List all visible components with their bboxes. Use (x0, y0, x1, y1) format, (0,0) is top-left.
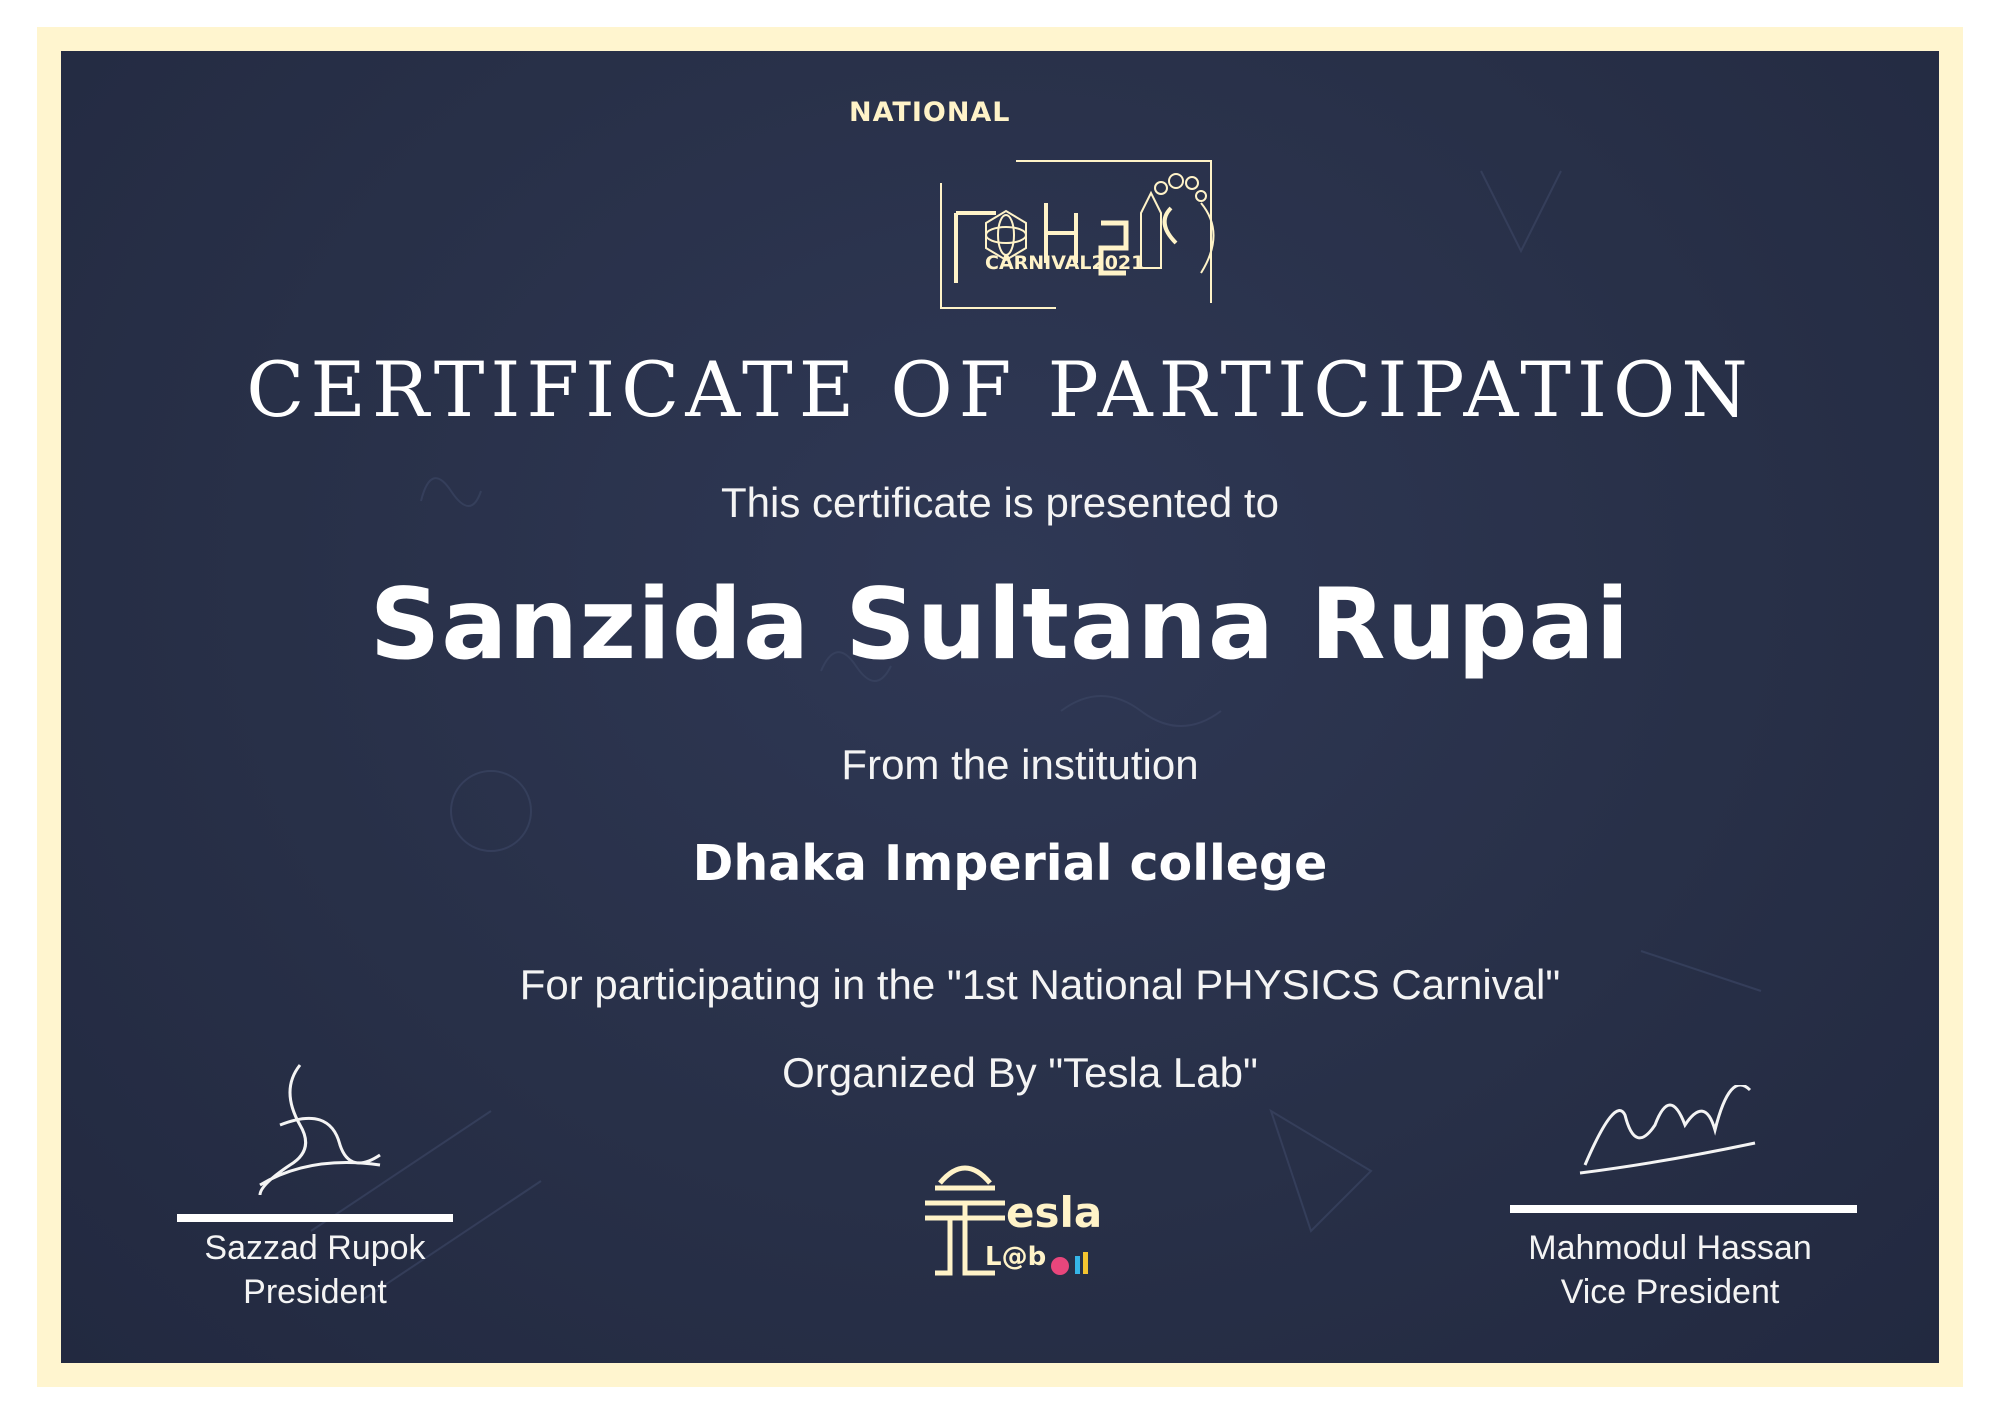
president-signature (240, 1055, 390, 1200)
physics-carnival-logo (816, 103, 1256, 353)
organizer-line: Organized By "Tesla Lab" (782, 1049, 1258, 1096)
logo-national-text: NATIONAL (849, 97, 1011, 128)
president-signature-line (177, 1214, 453, 1222)
certificate-title: CERTIFICATE OF PARTICIPATION (246, 345, 1754, 434)
vice-president-signature-line (1510, 1205, 1857, 1213)
participation-line: For participating in the "1st National PHYSICS Carnival" (519, 961, 1561, 1008)
presented-to-text: This certificate is presented to (721, 479, 1279, 526)
vice-president-signature (1575, 1085, 1760, 1180)
tesla-logo-sub: L@b (985, 1242, 1047, 1272)
vice-president-role: Vice President (1560, 1273, 1780, 1311)
president-name: Sazzad Rupok (204, 1229, 426, 1267)
president-role: President (243, 1273, 387, 1311)
vice-president-name: Mahmodul Hassan (1528, 1229, 1812, 1267)
institution-label: From the institution (841, 741, 1199, 788)
institution-name: Dhaka Imperial college (692, 835, 1328, 892)
logo-carnival-text: CARNIVAL2021 (985, 252, 1145, 274)
tesla-logo-word: esla (1006, 1188, 1103, 1237)
recipient-name: Sanzida Sultana Rupai (369, 568, 1631, 682)
